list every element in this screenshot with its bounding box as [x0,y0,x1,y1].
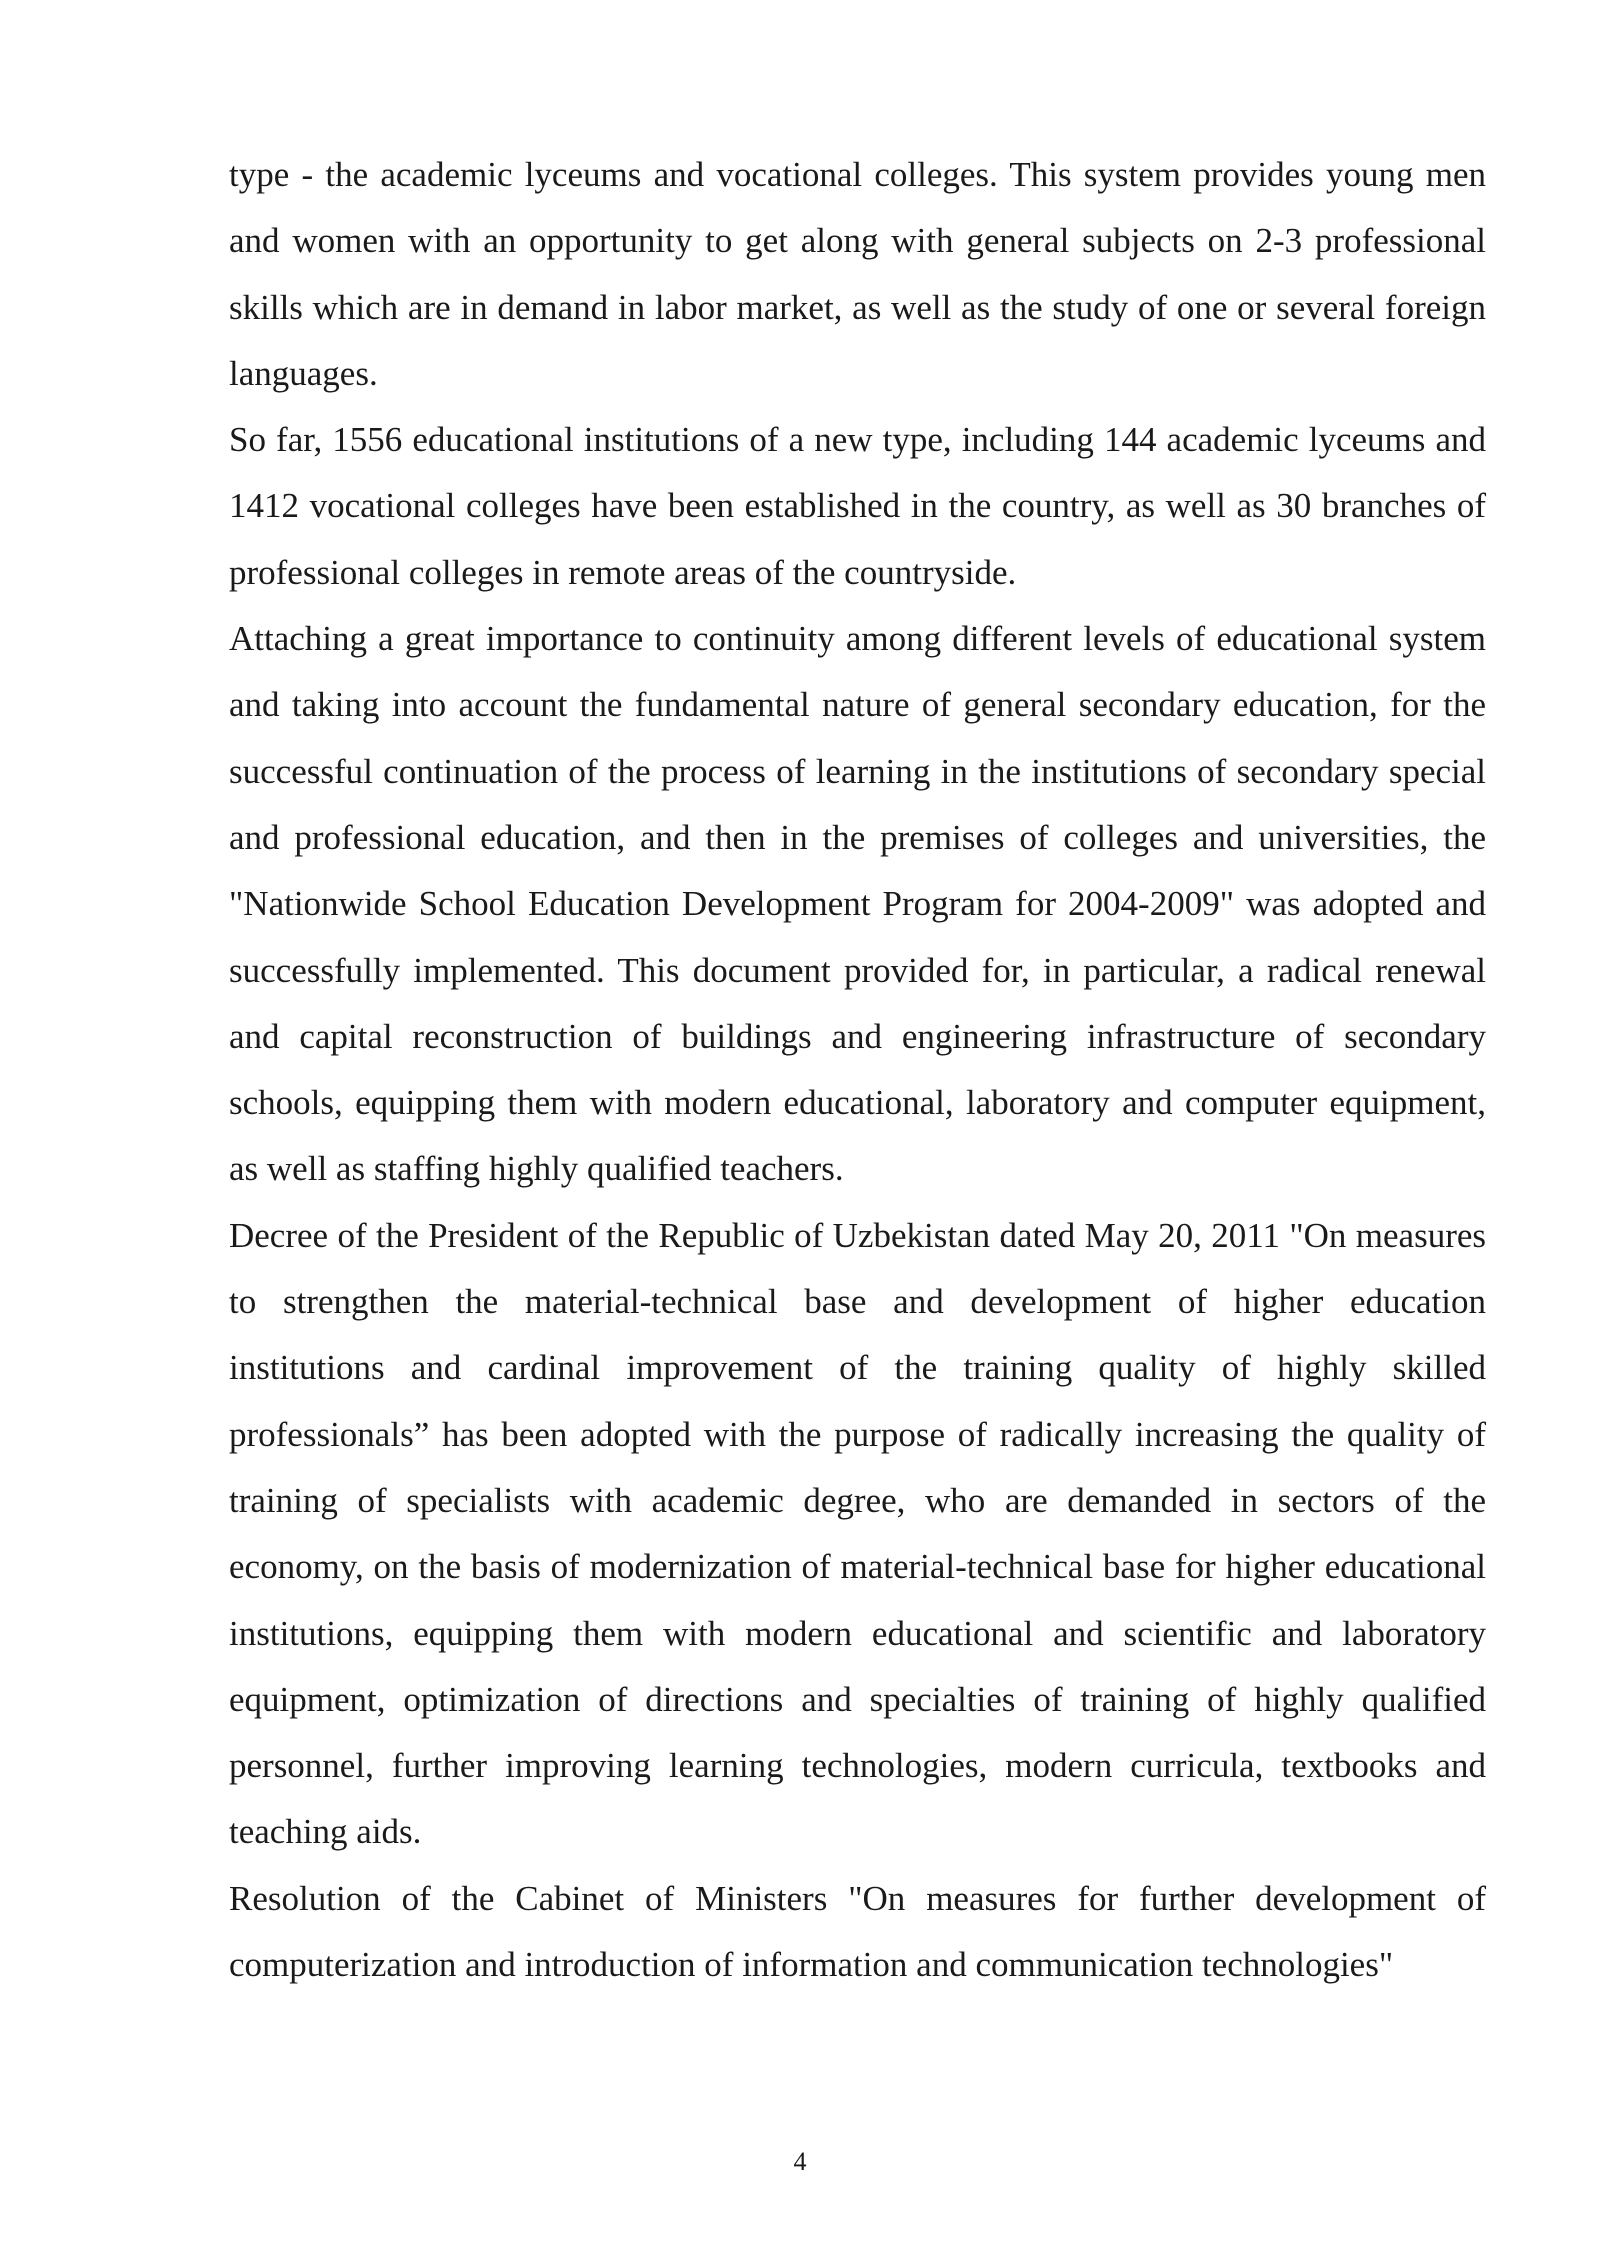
paragraph-5: Resolution of the Cabinet of Ministers "On measures for further development of computerization and introduction of information and communication technologies" [229,1878,1486,1985]
body-text [229,142,1486,1998]
paragraph-4: Decree of the President of the Republic of Uzbekistan dated May 20, 2011 "On measures to strengthen the material-technical base and development of higher education institutions and cardinal improvement of the training quality of highly skilled professionals” has been adopted with the purpose of radically increasing the quality of training of specialists with academic degree, who are demanded in sectors of the economy, on the basis of modernization of material-technical base for higher educational institutions, equipping them with modern educational and scientific and laboratory equipment, optimization of directions and specialties of training of highly qualified personnel, further improving learning technologies, modern curricula, textbooks and teaching aids. [229,1215,1486,1852]
paragraph-3: Attaching a great importance to continuity among different levels of educational system and taking into account the fundamental nature of general secondary education, for the successful continuation of the process of learning in the institutions of secondary special and professional education, and then in the premises of colleges and universities, the "Nationwide School Education Development Program for 2004-2009" was adopted and successfully implemented. This document provided for, in particular, a radical renewal and capital reconstruction of buildings and engineering infrastructure of secondary schools, equipping them with modern educational, laboratory and computer equipment, as well as staffing highly qualified teachers. [229,619,1486,1189]
page-number: 4 [793,2147,807,2176]
paragraph-2: So far, 1556 educational institutions of a new type, including 144 academic lyceums and 1412 vocational colleges have been established in the country, as well as 30 branches of professional colleges in remote areas of the countryside. [229,420,1486,592]
paragraph-1: type - the academic lyceums and vocational colleges. This system provides young men and women with an opportunity to get along with general subjects on 2-3 professional skills which are in demand in labor market, as well as the study of one or several foreign languages. [229,155,1486,393]
